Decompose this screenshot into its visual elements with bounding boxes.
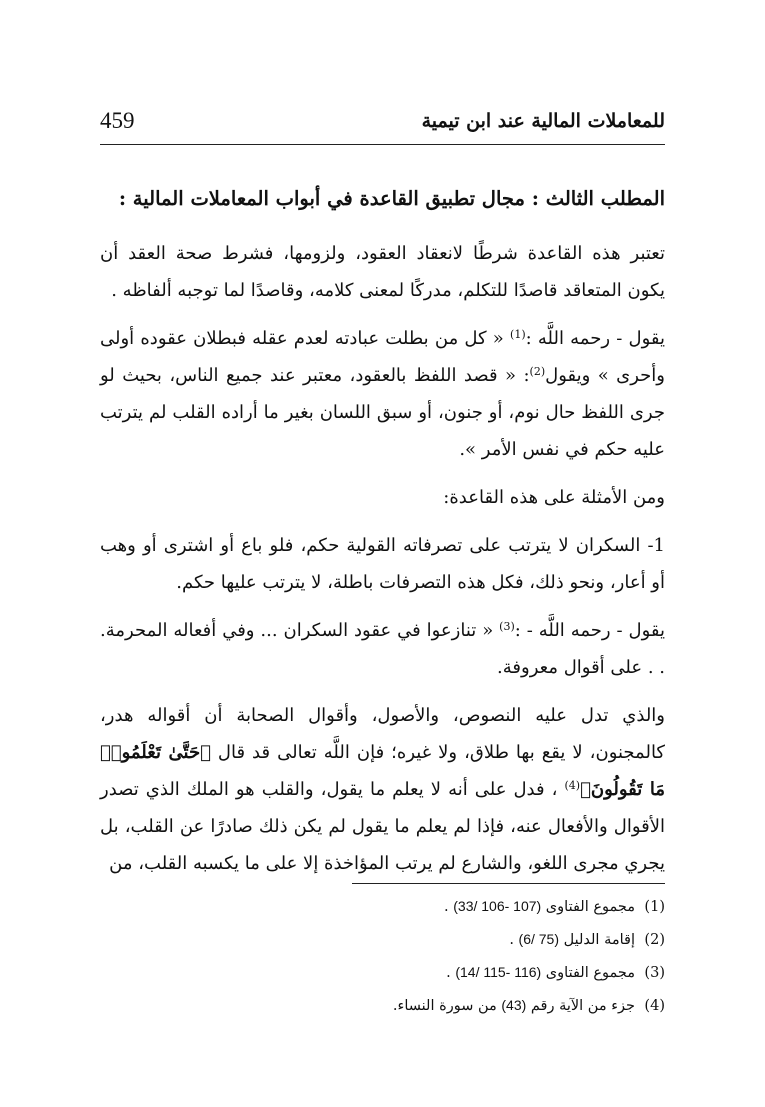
footnote-text: مجموع الفتاوى	[541, 965, 635, 981]
running-header	[100, 108, 665, 145]
footnote-ref: (14/ 115- 116)	[455, 964, 542, 980]
text-span: يقول - رحمه اللَّه :	[525, 328, 666, 349]
footnote-1	[200, 890, 665, 923]
footnote-ref: (43)	[501, 997, 527, 1013]
footnote-number: (4)	[644, 998, 665, 1014]
quran-verse: ﴿حَتَّىٰ تَعْلَمُوا۟ مَا تَقُولُونَ﴾	[100, 742, 665, 800]
footnote-number: (3)	[644, 965, 665, 981]
footnote-ref-3[interactable]: (3)	[499, 620, 515, 633]
text-span: « كل من بطلت عبادته لعدم عقله فبطلان عقوده أولى وأحرى » ويقول	[100, 328, 665, 386]
footnote-2	[200, 923, 665, 956]
footnote-tail: .	[444, 899, 454, 915]
text-span: والذي تدل عليه النصوص، والأصول، وأقوال الصحابة أن أقواله هدر، كالمجنون، لا يقع بها طلاق، ولا غيره؛ فإن اللَّه تعالى قد قال	[100, 705, 665, 763]
text-span: ، فدل على أنه لا يعلم ما يقول، والقلب هو الملك الذي تصدر الأقوال والأفعال عنه، فإذا لم يعلم ما يقول لم يكن ذلك صادرًا عن القلب، بل يجري مجرى اللغو، والشارع لم يرتب المؤاخذة إلا على ما يكسبه القلب، من	[100, 779, 665, 874]
page-number: 459	[100, 108, 135, 133]
section-heading: المطلب الثالث : مجال تطبيق القاعدة في أبواب المعاملات المالية :	[118, 187, 665, 210]
footnote-text: إقامة الدليل	[559, 932, 635, 948]
paragraph-quote-1	[100, 320, 665, 468]
footnote-3	[200, 956, 665, 989]
text-span: : « قصد اللفظ بالعقود، معتبر عند جميع الناس، بحيث لو جرى اللفظ حال نوم، أو جنون، أو سبق اللسان بغير ما أراده القلب لم يترتب عليه حكم في نفس الأمر ».	[100, 365, 665, 460]
footnote-ref: (33/ 106- 107)	[453, 898, 542, 914]
paragraph-discussion	[100, 697, 665, 882]
footnote-4	[200, 989, 665, 1022]
footnote-tail: .	[446, 965, 456, 981]
footnote-divider	[352, 883, 665, 884]
footnote-text: جزء من الآية رقم	[526, 998, 635, 1014]
footnote-text: مجموع الفتاوى	[541, 899, 635, 915]
paragraph-intro: تعتبر هذه القاعدة شرطًا لانعقاد العقود، ولزومها، فشرط صحة العقد أن يكون المتعاقد قاصدًا للتكلم، مدركًا لمعنى كلامه، وقاصدًا لما توجبه ألفاظه .	[100, 243, 665, 301]
footnote-number: (1)	[644, 899, 665, 915]
paragraph-quote-2	[100, 612, 665, 686]
text-span: « تنازعوا في عقود السكران ... وفي أفعاله المحرمة. . . على أقوال معروفة.	[100, 620, 665, 678]
footnote-ref: (6/ 75)	[518, 931, 560, 947]
footnote-tail: .	[509, 932, 519, 948]
page-body	[100, 180, 665, 882]
paragraph-example-1: 1- السكران لا يترتب على تصرفاته القولية حكم، فلو باع أو اشترى أو وهب أو أعار، ونحو ذلك، فكل هذه التصرفات باطلة، لا يترتب عليها حكم.	[100, 535, 665, 593]
footnote-ref-4[interactable]: (4)	[564, 779, 581, 792]
running-title: للمعاملات المالية عند ابن تيمية	[421, 110, 665, 132]
footnote-ref-1[interactable]: (1)	[510, 328, 526, 341]
footnote-number: (2)	[644, 932, 665, 948]
text-span: يقول - رحمه اللَّه - :	[514, 620, 665, 641]
footnote-ref-2[interactable]: (2)	[529, 365, 546, 378]
footnote-tail: من سورة النساء.	[392, 998, 502, 1014]
paragraph-examples-intro: ومن الأمثلة على هذه القاعدة:	[443, 487, 665, 508]
footnotes	[200, 890, 665, 1022]
